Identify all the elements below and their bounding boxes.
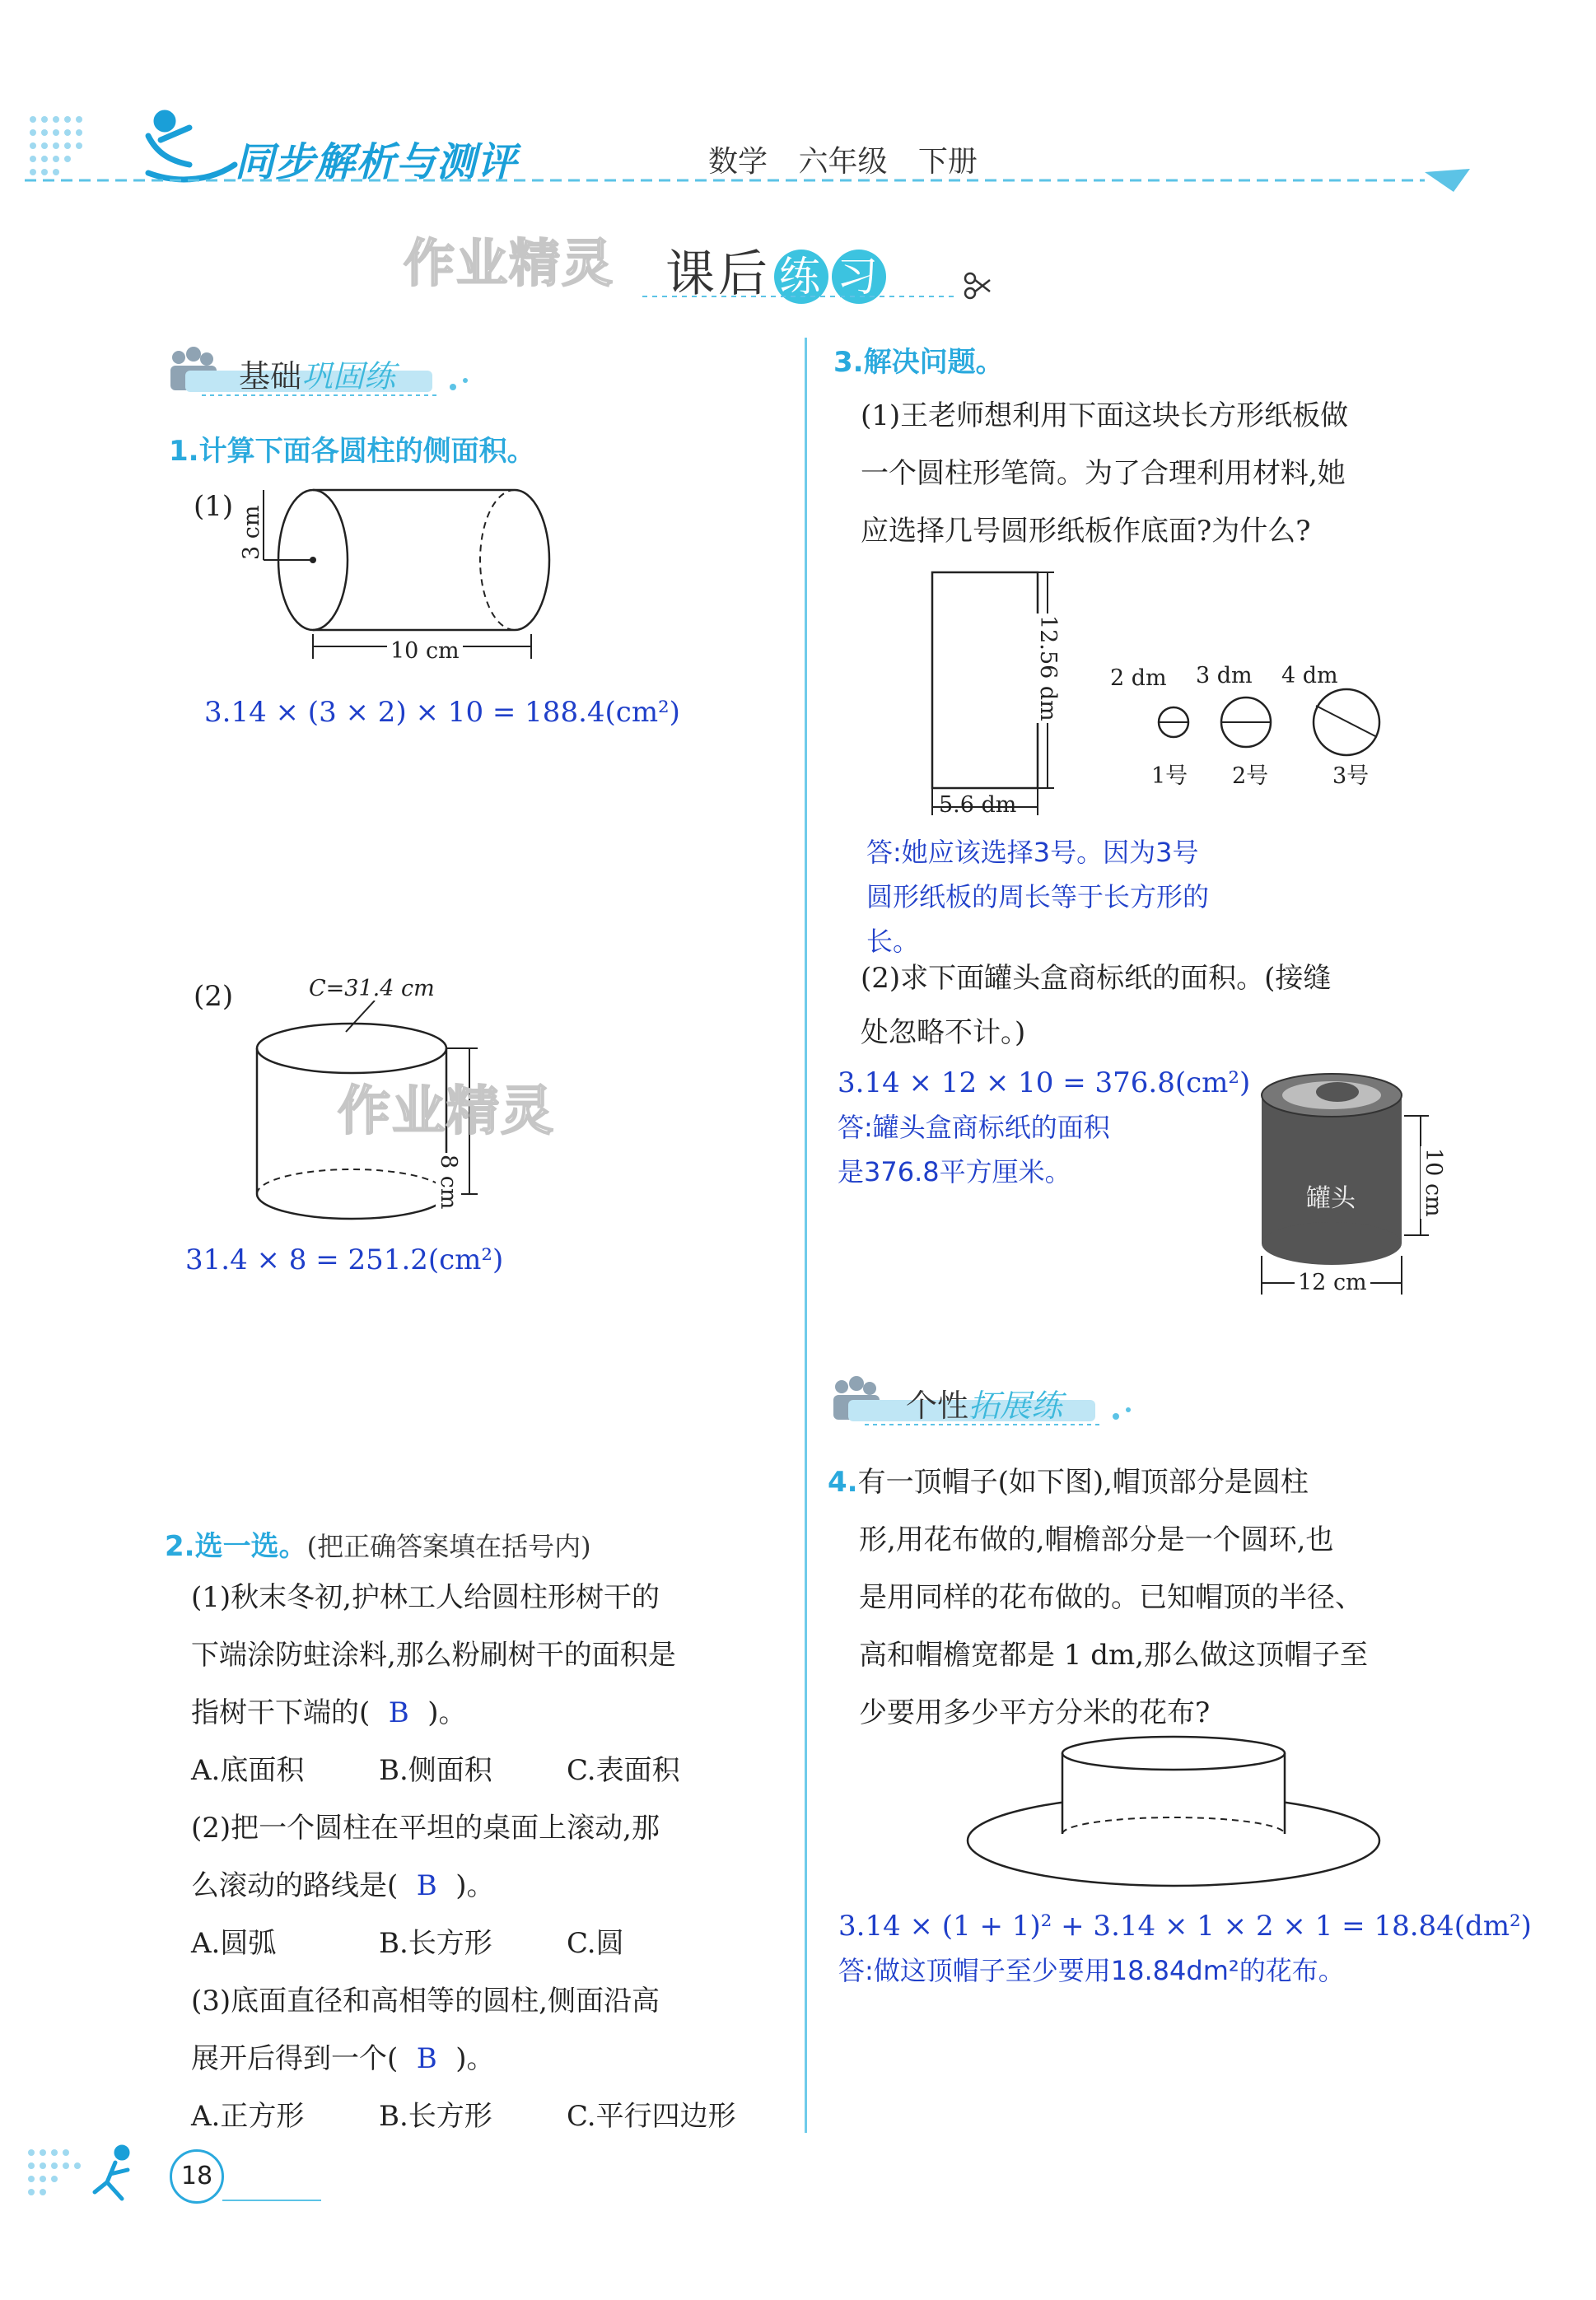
q2-s3-option-c: C.平行四边形: [567, 2100, 736, 2133]
header-brand: 同步解析与测评: [235, 139, 518, 185]
q3-circle-1-dia: 2 dm: [1110, 665, 1167, 691]
q2-note: (把正确答案填在括号内): [306, 1531, 591, 1562]
q3-circle-2-dia: 3 dm: [1196, 663, 1253, 688]
q2-s3-line-2: [191, 2030, 800, 2088]
q1-title: 计算下面各圆柱的侧面积。: [198, 435, 535, 468]
q4-line-1: [828, 1453, 1569, 1511]
q2-s3-line-2a: 展开后得到一个(: [191, 2042, 399, 2075]
section-title-char-1: 练: [774, 250, 828, 304]
q3-rect-width-label: 5.6 dm: [939, 792, 1017, 818]
q4-line-3: 是用同样的花布做的。已知帽顶的半径、: [859, 1581, 1363, 1614]
q2-s3-answer: B: [416, 2042, 437, 2075]
banner-basic: [169, 346, 482, 400]
q3-circle-2-name: 2号: [1232, 763, 1269, 789]
q1-height-label: 8 cm: [436, 1155, 461, 1210]
q1-heading: [169, 428, 535, 469]
q2-s2-options: [191, 1915, 800, 1972]
header-dashed-line: [25, 169, 1474, 194]
q2-s2-option-c: C.圆: [567, 1927, 624, 1960]
q2-s3-line-1: (3)底面直径和高相等的圆柱,侧面沿高: [191, 1985, 660, 2018]
q2-heading: [165, 1523, 591, 1564]
q2-s3-option-a: A.正方形: [191, 2100, 305, 2133]
q3-heading: [833, 339, 1004, 380]
q3-p2-text: [861, 951, 1569, 1060]
q3-answer-1-line-1: 答:她应该选择3号。因为3号: [866, 837, 1199, 868]
q2-s3-line-2b: )。: [455, 2042, 495, 2075]
q1-answer-2: 31.4 × 8 = 251.2(cm²): [185, 1243, 504, 1276]
q3-p1-text: [861, 387, 1569, 560]
q3-p2-line-1: (2)求下面罐头盒商标纸的面积。(接缝: [861, 962, 1332, 995]
q2-s2-option-a: A.圆弧: [191, 1927, 277, 1960]
q3-can-label: 罐头: [1306, 1184, 1356, 1213]
q4-hat-diagram: [955, 1733, 1392, 1898]
q3-answer-1: [866, 830, 1209, 963]
q2-s3-options: [191, 2088, 800, 2145]
paper-plane-icon: [1425, 169, 1470, 192]
q3-answer-1-line-3: 长。: [866, 926, 920, 957]
q2-s2-line-1: (2)把一个圆柱在平坦的桌面上滚动,那: [191, 1812, 660, 1845]
q2-s1-line-2: 下端涂防蛀涂料,那么粉刷树干的面积是: [191, 1639, 676, 1672]
q3-circle-3-name: 3号: [1332, 763, 1370, 789]
q1-answer-1: 3.14 × (3 × 2) × 10 = 188.4(cm²): [204, 696, 680, 729]
q2-s2-option-b: B.长方形: [379, 1927, 492, 1960]
q3-title: 解决问题。: [863, 346, 1004, 379]
q2-s3-option-b: B.长方形: [379, 2100, 492, 2133]
q4-number: 4.: [828, 1466, 858, 1499]
q3-can-diagram: [1252, 1071, 1499, 1301]
q2-s1-line-1: (1)秋末冬初,护林工人给圆柱形树干的: [191, 1581, 660, 1614]
q3-p1-line-2: 一个圆柱形笔筒。为了合理利用材料,她: [861, 457, 1346, 490]
q3-answer-2-line-1: 3.14 × 12 × 10 = 376.8(cm²): [838, 1066, 1251, 1099]
q2-s1-option-c: C.表面积: [567, 1754, 680, 1787]
watermark-middle: 作业精灵: [338, 1081, 555, 1142]
q4-line-2: 形,用花布做的,帽檐部分是一个圆环,也: [859, 1523, 1334, 1556]
q1-part2-label: (2): [194, 980, 234, 1013]
q4-text: [828, 1453, 1569, 1742]
watermark-top: 作业精灵: [404, 233, 615, 293]
q2-s2-line-2a: 么滚动的路线是(: [191, 1869, 399, 1902]
q2-s1-option-a: A.底面积: [191, 1754, 305, 1787]
q4-answer-line-2: 答:做这顶帽子至少要用18.84dm²的花布。: [838, 1955, 1345, 1986]
runner-icon: [95, 2147, 128, 2199]
q4-line-4: 高和帽檐宽都是 1 dm,那么做这顶帽子至: [859, 1639, 1369, 1672]
q2-number: 2.: [165, 1530, 195, 1563]
q3-circle-3-dia: 4 dm: [1281, 663, 1338, 688]
q2-s2-line-2b: )。: [455, 1869, 495, 1902]
banner-basic-label-1: 基础: [239, 358, 302, 394]
q3-can-height-label: 10 cm: [1421, 1148, 1446, 1217]
q2-s1-line-3b: )。: [427, 1696, 467, 1729]
q3-number: 3.: [833, 346, 864, 379]
footer-dots-icon: [28, 2149, 81, 2195]
q3-rect-height-label: 12.56 dm: [1035, 615, 1061, 721]
q2-s2-line-2: [191, 1857, 800, 1915]
q2-s1-option-b: B.侧面积: [379, 1754, 492, 1787]
q1-number: 1.: [169, 435, 199, 468]
q2-text-block: [191, 1569, 800, 2145]
q3-p1-line-1: (1)王老师想利用下面这块长方形纸板做: [861, 399, 1349, 432]
q1-part1-label: (1): [194, 490, 234, 523]
column-divider: [805, 338, 807, 2133]
q3-answer-1-line-2: 圆形纸板的周长等于长方形的: [866, 881, 1210, 912]
section-title-underline: [634, 264, 996, 305]
banner-extension-label-2: 拓展练: [968, 1388, 1063, 1424]
q2-s1-line-3a: 指树干下端的(: [191, 1696, 371, 1729]
q2-s1-options: [191, 1742, 800, 1799]
q4-line-5: 少要用多少平方分米的花布?: [859, 1696, 1211, 1729]
banner-extension-label-1: 个性: [906, 1388, 969, 1424]
q3-p2-line-2: 处忽略不计。): [861, 1016, 1026, 1049]
q2-s1-line-3: [191, 1684, 800, 1742]
q4-answer-line-1: 3.14 × (1 + 1)² + 3.14 × 1 × 2 × 1 = 18.84(dm²): [838, 1910, 1532, 1943]
q3-answer-2-line-2: 答:罐头盒商标纸的面积: [838, 1112, 1110, 1143]
page-number: 18: [170, 2149, 224, 2204]
q1-radius-label: 3 cm: [239, 505, 264, 560]
q2-s1-answer: B: [388, 1696, 409, 1729]
section-title-text: 课后: [665, 245, 771, 303]
q3-answer-2-line-3: 是376.8平方厘米。: [838, 1156, 1071, 1187]
q3-circle-1-name: 1号: [1151, 763, 1188, 789]
q3-can-width-label: 12 cm: [1295, 1270, 1370, 1295]
q3-p1-line-3: 应选择几号圆形纸板作底面?为什么?: [861, 515, 1311, 548]
q1-length-label: 10 cm: [387, 638, 463, 664]
section-title-char-2: 习: [832, 250, 886, 304]
q2-s2-answer: B: [416, 1869, 437, 1902]
q3-answer-2: [838, 1061, 1250, 1194]
header-subject: 数学 六年级 下册: [708, 145, 978, 179]
banner-basic-label-2: 巩固练: [301, 358, 396, 394]
q2-title: 选一选。: [194, 1530, 307, 1563]
banner-extension: [832, 1375, 1145, 1430]
q1-circumference-label: C=31.4 cm: [309, 976, 435, 1001]
scissors-icon: [965, 273, 990, 298]
q4-answer: [838, 1904, 1532, 1993]
q4-line-1-text: 有一顶帽子(如下图),帽顶部分是圆柱: [857, 1466, 1309, 1499]
